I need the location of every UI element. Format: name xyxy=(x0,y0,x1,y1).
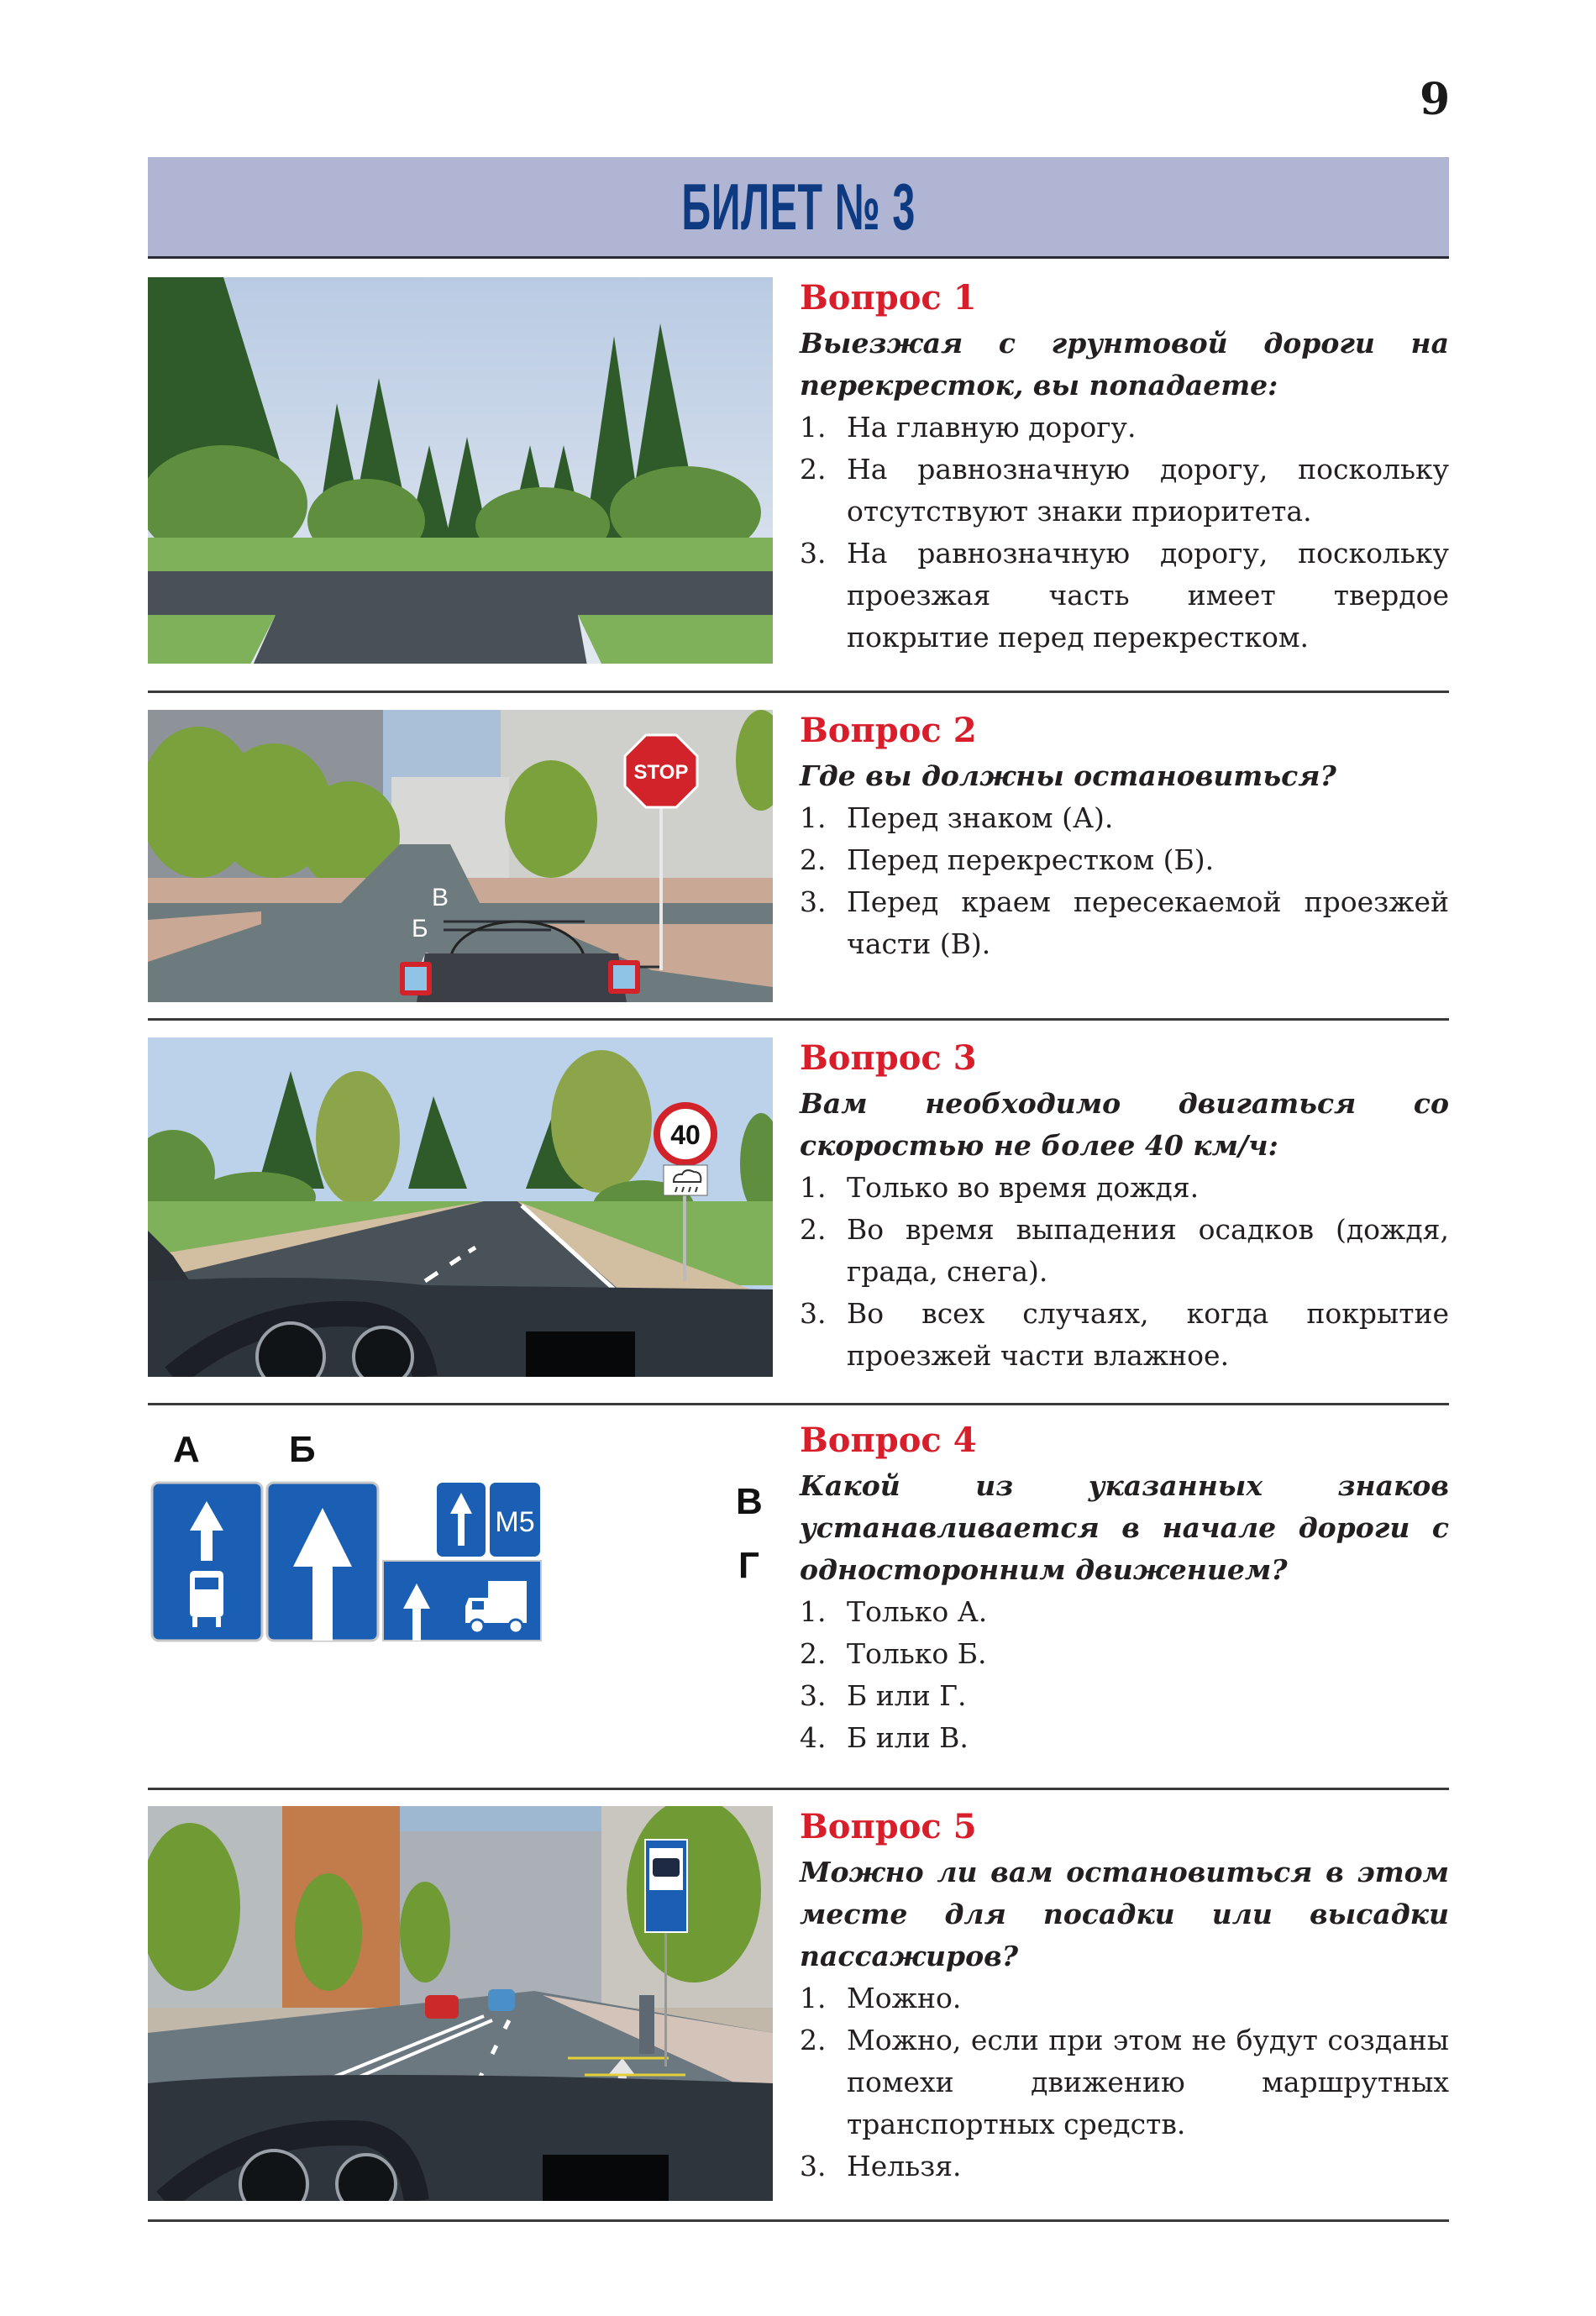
answer-option[interactable] xyxy=(800,449,1449,533)
question-3-image xyxy=(148,1037,773,1377)
answer-text: Можно, если при этом не будут созданы помехи движению маршрутных транспортных средств. xyxy=(847,2024,1449,2140)
answer-option[interactable] xyxy=(800,1675,1449,1717)
ticket-title: БИЛЕТ № 3 xyxy=(681,169,916,244)
answer-text: Б или Г. xyxy=(847,1679,967,1712)
answer-text: Можно. xyxy=(847,1982,962,2014)
answer-text: Перед краем пересекаемой проезжей части (В). xyxy=(847,885,1449,960)
answer-option[interactable] xyxy=(800,881,1449,965)
answer-text: Нельзя. xyxy=(847,2150,962,2182)
question-prompt: Вам необходимо двигаться со скоростью не более 40 км/ч: xyxy=(800,1087,1449,1162)
question-heading: Вопрос 3 xyxy=(800,1038,977,1078)
question-1 xyxy=(148,277,1449,680)
question-3-text xyxy=(800,1037,1449,1377)
answer-option[interactable] xyxy=(800,1209,1449,1293)
answer-list xyxy=(800,1591,1449,1759)
question-prompt: Где вы должны остановиться? xyxy=(800,759,1336,792)
answer-text: Только А. xyxy=(847,1595,988,1628)
answer-number: 2. xyxy=(800,2024,827,2056)
question-prompt: Какой из указанных знаков устанавливается в начале дороги с односторонним движением? xyxy=(800,1469,1449,1586)
answer-number: 2. xyxy=(800,453,827,486)
question-5-text xyxy=(800,1806,1449,2187)
answer-list xyxy=(800,1167,1449,1377)
question-heading: Вопрос 5 xyxy=(800,1807,977,1846)
answer-number: 2. xyxy=(800,1637,827,1670)
answer-option[interactable] xyxy=(800,1293,1449,1377)
answer-number: 1. xyxy=(800,801,827,834)
divider xyxy=(148,1788,1449,1790)
answer-text: Во всех случаях, когда покрытие проезжей части влажное. xyxy=(847,1297,1449,1372)
divider xyxy=(148,1018,1449,1021)
answer-text: Перед знаком (А). xyxy=(847,801,1114,834)
label-b: Б xyxy=(412,915,428,943)
answer-number: 3. xyxy=(800,537,827,570)
speed-limit-value: 40 xyxy=(670,1120,701,1150)
answer-number: 2. xyxy=(800,1213,827,1246)
answer-text: Во время выпадения осадков (дождя, града, снега). xyxy=(847,1213,1449,1288)
answer-option[interactable] xyxy=(800,2019,1449,2145)
answer-option[interactable] xyxy=(800,1717,1449,1759)
answer-option[interactable] xyxy=(800,797,1449,839)
question-2-text xyxy=(800,710,1449,965)
answer-option[interactable] xyxy=(800,839,1449,881)
label-v: В xyxy=(432,884,449,911)
answer-text: Перед перекрестком (Б). xyxy=(847,843,1215,876)
answer-number: 1. xyxy=(800,411,827,444)
sign-label-b: Б xyxy=(289,1429,316,1470)
answer-number: 3. xyxy=(800,1297,827,1330)
question-1-text xyxy=(800,277,1449,659)
answer-number: 1. xyxy=(800,1595,827,1628)
answer-text: На равнозначную дорогу, поскольку проезжая часть имеет твердое покрытие перед перекрестком. xyxy=(847,537,1449,654)
question-heading: Вопрос 4 xyxy=(800,1421,977,1460)
question-prompt: Выезжая с грунтовой дороги на перекресток, вы попадаете: xyxy=(800,327,1449,402)
question-2 xyxy=(148,710,1449,1012)
answer-number: 3. xyxy=(800,1679,827,1712)
answer-option[interactable] xyxy=(800,2145,1449,2187)
question-heading: Вопрос 2 xyxy=(800,711,977,750)
question-1-image xyxy=(148,277,773,664)
sign-a-bus-lane-icon xyxy=(152,1483,262,1641)
question-2-image xyxy=(148,710,773,1002)
sign-v-route-icon xyxy=(437,1483,540,1557)
sign-label-v: В xyxy=(736,1481,763,1522)
answer-number: 4. xyxy=(800,1721,827,1754)
question-3 xyxy=(148,1037,1449,1382)
answer-list xyxy=(800,407,1449,659)
answer-number: 2. xyxy=(800,843,827,876)
page-number: 9 xyxy=(1420,74,1451,125)
sign-b-one-way-road-icon xyxy=(267,1483,378,1641)
answer-text: Только во время дождя. xyxy=(847,1171,1200,1204)
ticket-header xyxy=(148,157,1449,259)
answer-text: Только Б. xyxy=(847,1637,987,1670)
answer-option[interactable] xyxy=(800,1633,1449,1675)
question-4-text xyxy=(800,1420,1449,1759)
question-prompt: Можно ли вам остановиться в этом месте для посадки или высадки пассажиров? xyxy=(800,1856,1449,1972)
answer-option[interactable] xyxy=(800,407,1449,449)
sign-label-a: А xyxy=(173,1429,200,1470)
question-4-signs xyxy=(148,1420,786,1646)
answer-list xyxy=(800,1977,1449,2187)
answer-text: На главную дорогу. xyxy=(847,411,1137,444)
answer-number: 3. xyxy=(800,885,827,918)
divider xyxy=(148,2219,1449,2222)
answer-text: Б или В. xyxy=(847,1721,969,1754)
answer-number: 1. xyxy=(800,1982,827,2014)
question-5-image xyxy=(148,1806,773,2201)
answer-option[interactable] xyxy=(800,533,1449,659)
stop-sign-text: STOP xyxy=(633,761,689,784)
question-4 xyxy=(148,1420,1449,1772)
question-heading: Вопрос 1 xyxy=(800,278,977,318)
sign-g-truck-lane-icon xyxy=(383,1561,541,1641)
answer-option[interactable] xyxy=(800,1977,1449,2019)
divider xyxy=(148,1403,1449,1405)
question-5 xyxy=(148,1806,1449,2201)
answer-option[interactable] xyxy=(800,1591,1449,1633)
answer-text: На равнозначную дорогу, поскольку отсутствуют знаки приоритета. xyxy=(847,453,1449,528)
route-number: М5 xyxy=(495,1506,535,1538)
answer-option[interactable] xyxy=(800,1167,1449,1209)
answer-list xyxy=(800,797,1449,965)
answer-number: 3. xyxy=(800,2150,827,2182)
answer-number: 1. xyxy=(800,1171,827,1204)
divider xyxy=(148,691,1449,693)
sign-label-g: Г xyxy=(738,1545,759,1586)
